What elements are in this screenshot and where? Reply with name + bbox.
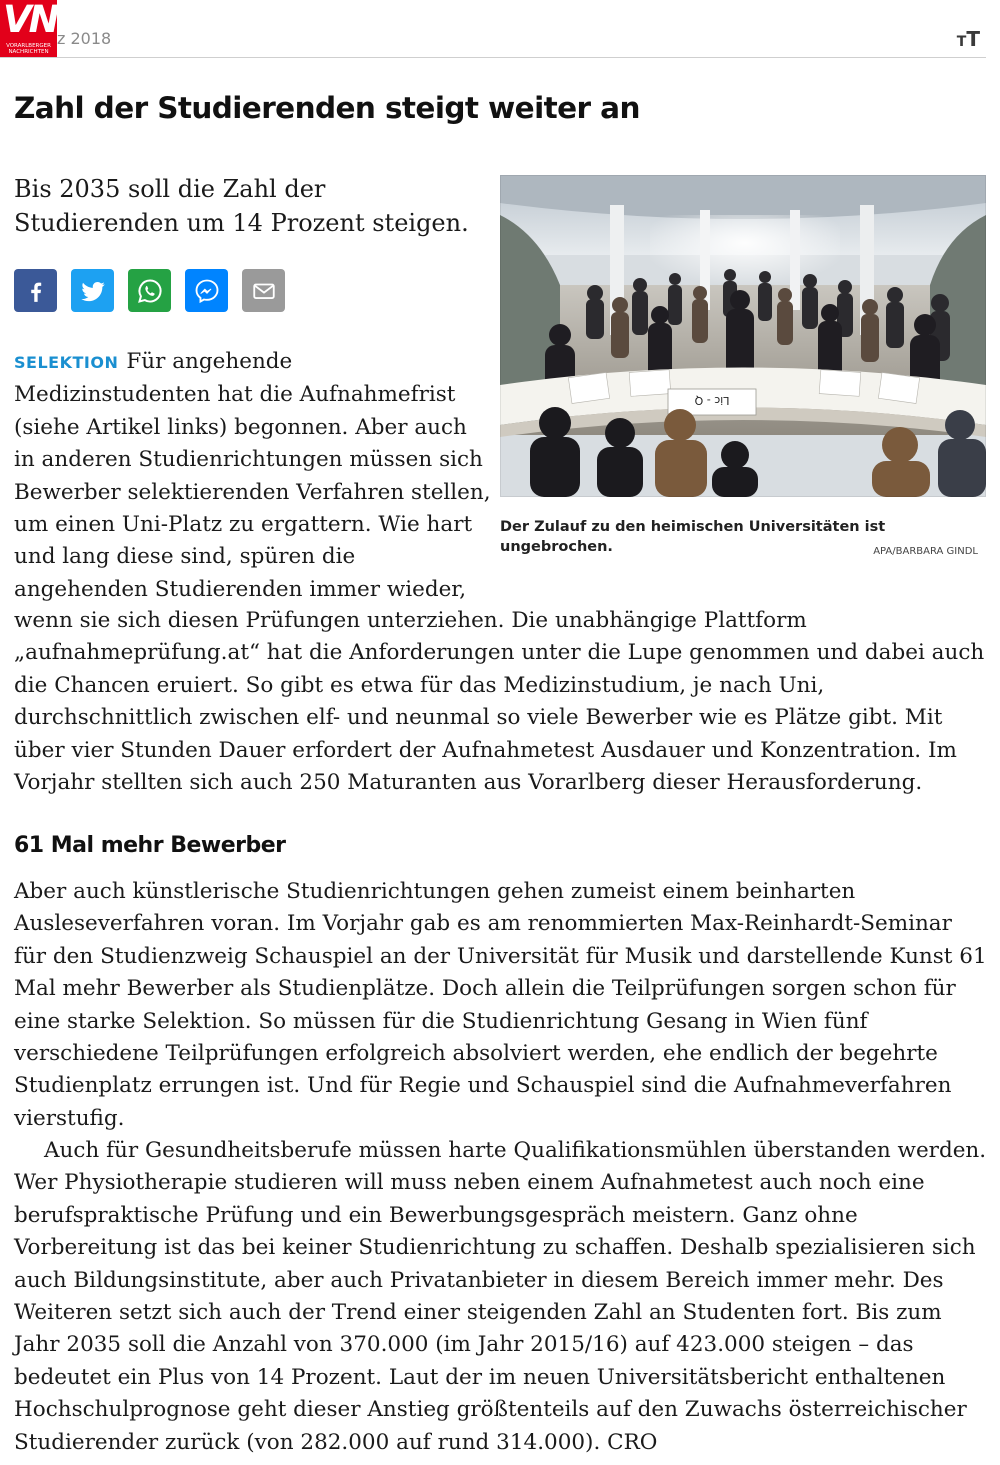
vn-logo[interactable] [0,0,57,58]
desk-sign-text: Lic - Q [694,394,730,407]
article-headline: Zahl der Studierenden steigt weiter an [14,91,640,125]
issue-date: z 2018 [57,29,112,48]
logo-subtitle: VORARLBERGER NACHRICHTEN [6,43,51,55]
facebook-share-button[interactable] [14,269,57,312]
photo-credit: APA/BARBARA GINDL [873,546,978,557]
paragraph-art-studies: Aber auch künstlerische Studienrichtungen gehen zumeist einem beinharten Ausleseverfahren voran. Im Vorjahr gab es am renommierten Max-Reinhardt-Seminar für den Studienzweig Schauspiel an der Universität für Musik und darstellende Kunst 61 Mal mehr Bewerber als Studienplätze. Doch allein die Teilprüfungen sorgen schon für eine starke Selektion. So müssen für die Studienrichtung Gesang in Wien fünf verschiedene Teilprüfungen erfolgreich absolviert werden, ehe endlich der begehrte Studienplatz errungen ist. Und für Regie und Schauspiel sind die Aufnahmeverfahren vierstufig. [14,879,987,1131]
email-share-button[interactable] [242,269,285,312]
paragraph-intro [14,346,492,606]
article-lead: Bis 2035 soll die Zahl der Studierenden um 14 Prozent steigen. [14,175,469,237]
paragraph-intro-text: Für angehende Medizinstudenten hat die Aufnahmefrist (siehe Artikel links) begonnen. Aber auch in anderen Studienrichtungen müssen sich Bewerber selektierenden Verfahren stellen, um einen Uni-Platz zu ergattern. Wie hart und lang diese sind, spüren die angehenden Studierenden immer wieder, [14,349,491,602]
twitter-share-button[interactable] [71,269,114,312]
text-size-button[interactable] [957,27,980,51]
twitter-icon [79,277,107,305]
share-bar [14,269,285,312]
messenger-share-button[interactable] [185,269,228,312]
logo-text: VN [3,0,57,41]
article-kicker: SELEKTION [14,353,119,372]
email-icon [251,278,277,304]
article-photo[interactable] [500,175,986,497]
text-size-small-icon: T [956,34,967,50]
messenger-icon [193,277,221,305]
top-bar [0,0,1000,58]
article-subheading: 61 Mal mehr Bewerber [14,833,286,858]
facebook-icon [23,278,49,304]
whatsapp-share-button[interactable] [128,269,171,312]
photo-caption: Der Zulauf zu den heimischen Universitäten ist ungebrochen. [500,519,886,555]
whatsapp-icon [136,277,164,305]
header-divider [0,57,986,58]
text-size-large-icon: T [966,27,980,51]
paragraph-health-studies: Auch für Gesundheitsberufe müssen harte Qualifikationsmühlen überstanden werden. Wer Physiotherapie studieren will muss neben einem Aufnahmetest auch noch eine berufspraktische Prüfung und ein Bewerbungsgespräch meistern. Ganz ohne Vorbereitung ist das bei keiner Studienrichtung zu schaffen. Deshalb spezialisieren sich auch Bildungsinstitute, aber auch Privatanbieter in diesem Bereich immer mehr. Des Weiteren setzt sich auch der Trend einer steigenden Zahl an Studenten fort. Bis zum Jahr 2035 soll die Anzahl von 370.000 (im Jahr 2015/16) auf 423.000 steigen – das bedeutet ein Plus von 14 Prozent. Laut der im neuen Universitätsbericht enthaltenen Hochschulprognose geht dieser Anstieg größtenteils auf den Zuwachs österreichischer Studierender zurück (von 282.000 auf rund 314.000). CRO [14,1138,987,1455]
paragraph-intro-continued: wenn sie sich diesen Prüfungen unterziehen. Die unabhängige Plattform „aufnahmeprüfung.at“ hat die Anforderungen unter die Lupe genommen und dabei auch die Chancen eruiert. So gibt es etwa für das Medizinstudium, je nach Uni, durchschnittlich zwischen elf- und neunmal so viele Bewerber wie es Plätze gibt. Mit über vier Stunden Dauer erfordert der Aufnahmetest Ausdauer und Konzentration. Im Vorjahr stellten sich auch 250 Maturanten aus Vorarlberg dieser Herausforderung. [14,608,985,796]
university-crowd-photo [500,175,986,497]
